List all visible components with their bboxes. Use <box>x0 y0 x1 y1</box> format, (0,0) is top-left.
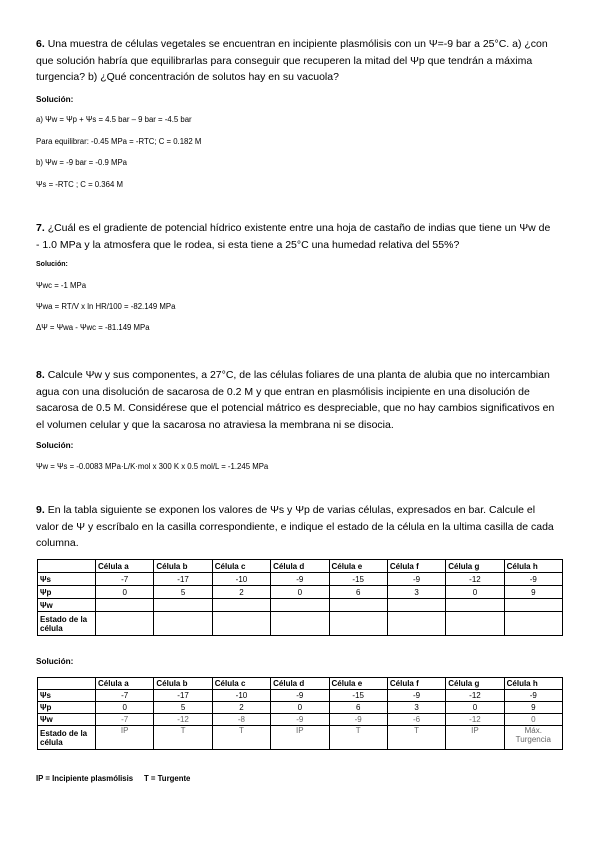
question-8-text: Calcule Ψw y sus componentes, a 27°C, de las células foliares de una planta de alubia que no intercambian agua con una disolución de sacarosa de 0.2 M y que entran en plasmólisis incipiente en una disolución de sacarosa de 0.5 M. Considérese que el potencial mátrico es despreciable, que no hay cambios significativos en el volumen celular y que la sacarosa no atraviesa la membrana ni se disocia. <box>36 369 555 431</box>
cell: 6 <box>329 702 387 714</box>
cell: 0 <box>96 702 154 714</box>
cell: -12 <box>446 690 504 702</box>
row-label-state: Estado de la célula <box>38 612 96 636</box>
empty-cell <box>446 612 504 636</box>
cell: 9 <box>504 586 562 599</box>
question-7-line-3: ΔΨ = Ψwa - Ψwc = -81.149 MPa <box>36 323 150 332</box>
empty-cell <box>154 599 212 612</box>
cell: -10 <box>212 573 270 586</box>
cell: -9 <box>504 573 562 586</box>
question-9-text: En la tabla siguiente se exponen los valores de Ψs y Ψp de varias células, expresados en bar. Calcule el valor de Ψ y escríbalo en la casilla correspondiente, e indique el estado de la célula en la ultima casilla de cada columna. <box>36 504 554 549</box>
cell: -12 <box>154 714 212 726</box>
header-cell-a: Célula a <box>96 560 154 573</box>
cell: 0 <box>446 702 504 714</box>
cell: 0 <box>96 586 154 599</box>
table-row-psi-s <box>38 690 563 702</box>
empty-cell <box>446 599 504 612</box>
question-8-solution-label: Solución: <box>36 441 74 450</box>
table-corner-cell <box>38 678 96 690</box>
question-9-number: 9. <box>36 504 45 516</box>
question-7-line-2: Ψwa = RT/V x ln HR/100 = -82.149 MPa <box>36 302 176 311</box>
cell: -17 <box>154 573 212 586</box>
question-7-text: ¿Cuál es el gradiente de potencial hídrico existente entre una hoja de castaño de indias que tiene un Ψw de - 1.0 MPa y la atmosfera que le rodea, si esta tiene a 25°C una humedad relativa del 55%? <box>36 222 551 251</box>
cell: T <box>212 726 270 750</box>
header-cell-c: Célula c <box>212 560 270 573</box>
empty-cell <box>387 612 445 636</box>
header-cell-h: Célula h <box>504 560 562 573</box>
table-row-psi-p <box>38 586 563 599</box>
cell: Máx. Turgencia <box>504 726 562 750</box>
cell: 2 <box>212 586 270 599</box>
header-cell-e: Célula e <box>329 560 387 573</box>
cell: 5 <box>154 586 212 599</box>
cell: -8 <box>212 714 270 726</box>
cell: 2 <box>212 702 270 714</box>
question-8-line-1: Ψw = Ψs = -0.0083 MPa·L/K·mol x 300 K x 0.5 mol/L = -1.245 MPa <box>36 462 269 471</box>
table-empty <box>37 559 563 636</box>
cell: 0 <box>271 702 329 714</box>
header-cell-d: Célula d <box>271 678 329 690</box>
question-6 <box>36 36 556 86</box>
empty-cell <box>329 612 387 636</box>
header-cell-f: Célula f <box>387 560 445 573</box>
question-6-number: 6. <box>36 38 45 50</box>
question-8-number: 8. <box>36 369 45 381</box>
table-row-psi-w <box>38 714 563 726</box>
question-6-text: Una muestra de células vegetales se encuentran en incipiente plasmólisis con un Ψ=-9 bar a 25°C. a) ¿con que solución habría que equilibrarlas para conseguir que recuperen la mitad del Ψp que tendrán a máxima turgencia? b) ¿Qué concentración de solutos hay en su vacuola? <box>36 38 548 83</box>
question-6-line-1: a) Ψw = Ψp + Ψs = 4.5 bar – 9 bar = -4.5 bar <box>36 115 192 124</box>
question-7 <box>36 220 556 253</box>
cell: IP <box>446 726 504 750</box>
header-cell-d: Célula d <box>271 560 329 573</box>
cell: 0 <box>271 586 329 599</box>
cell: -9 <box>387 690 445 702</box>
question-7-number: 7. <box>36 222 45 234</box>
cell: -12 <box>446 714 504 726</box>
row-label-psi-w: Ψw <box>38 599 96 612</box>
header-cell-a: Célula a <box>96 678 154 690</box>
empty-cell <box>504 612 562 636</box>
empty-cell <box>96 612 154 636</box>
cell: -7 <box>96 690 154 702</box>
table-row-psi-p <box>38 702 563 714</box>
cell: -9 <box>271 690 329 702</box>
empty-cell <box>212 612 270 636</box>
empty-cell <box>96 599 154 612</box>
empty-cell <box>271 599 329 612</box>
row-label-psi-p: Ψp <box>38 586 96 599</box>
empty-cell <box>387 599 445 612</box>
table-header-row <box>38 678 563 690</box>
question-8 <box>36 367 556 433</box>
cell: 3 <box>387 702 445 714</box>
table-header-row <box>38 560 563 573</box>
table-row-state <box>38 726 563 750</box>
question-7-solution-label: Solución: <box>36 261 68 268</box>
cell: -6 <box>387 714 445 726</box>
cell: IP <box>96 726 154 750</box>
table-row-psi-w <box>38 599 563 612</box>
question-6-solution-label: Solución: <box>36 95 74 104</box>
legend: IP = Incipiente plasmólisis T = Turgente <box>36 774 191 783</box>
table-solution <box>37 677 563 750</box>
header-cell-b: Célula b <box>154 678 212 690</box>
question-7-line-1: Ψwc = -1 MPa <box>36 281 87 290</box>
cell: -15 <box>329 690 387 702</box>
cell: 6 <box>329 586 387 599</box>
header-cell-g: Célula g <box>446 560 504 573</box>
question-6-line-3: b) Ψw = -9 bar = -0.9 MPa <box>36 158 128 167</box>
cell: -9 <box>271 714 329 726</box>
header-cell-e: Célula e <box>329 678 387 690</box>
header-cell-c: Célula c <box>212 678 270 690</box>
cell: -15 <box>329 573 387 586</box>
question-6-line-4: Ψs = -RTC ; C = 0.364 M <box>36 180 123 189</box>
cell: -7 <box>96 573 154 586</box>
question-9 <box>36 502 556 552</box>
empty-cell <box>504 599 562 612</box>
cell: -10 <box>212 690 270 702</box>
cell: T <box>154 726 212 750</box>
cell: IP <box>271 726 329 750</box>
cell: 9 <box>504 702 562 714</box>
question-9-solution-label: Solución: <box>36 657 74 666</box>
header-cell-h: Célula h <box>504 678 562 690</box>
row-label-psi-s: Ψs <box>38 573 96 586</box>
row-label-psi-w: Ψw <box>38 714 96 726</box>
row-label-psi-s: Ψs <box>38 690 96 702</box>
empty-cell <box>212 599 270 612</box>
table-row-state <box>38 612 563 636</box>
header-cell-b: Célula b <box>154 560 212 573</box>
cell: 0 <box>446 586 504 599</box>
header-cell-f: Célula f <box>387 678 445 690</box>
table-row-psi-s <box>38 573 563 586</box>
header-cell-g: Célula g <box>446 678 504 690</box>
cell: -9 <box>387 573 445 586</box>
cell: T <box>387 726 445 750</box>
empty-cell <box>271 612 329 636</box>
cell: -7 <box>96 714 154 726</box>
table-corner-cell <box>38 560 96 573</box>
cell: -9 <box>329 714 387 726</box>
cell: -17 <box>154 690 212 702</box>
cell: 0 <box>504 714 562 726</box>
cell: -9 <box>504 690 562 702</box>
cell: 3 <box>387 586 445 599</box>
cell: -9 <box>271 573 329 586</box>
cell: T <box>329 726 387 750</box>
empty-cell <box>154 612 212 636</box>
cell: -12 <box>446 573 504 586</box>
cell: 5 <box>154 702 212 714</box>
question-6-line-2: Para equilibrar: -0.45 MPa = -RTC; C = 0.182 M <box>36 137 202 146</box>
row-label-state: Estado de la célula <box>38 726 96 750</box>
empty-cell <box>329 599 387 612</box>
row-label-psi-p: Ψp <box>38 702 96 714</box>
